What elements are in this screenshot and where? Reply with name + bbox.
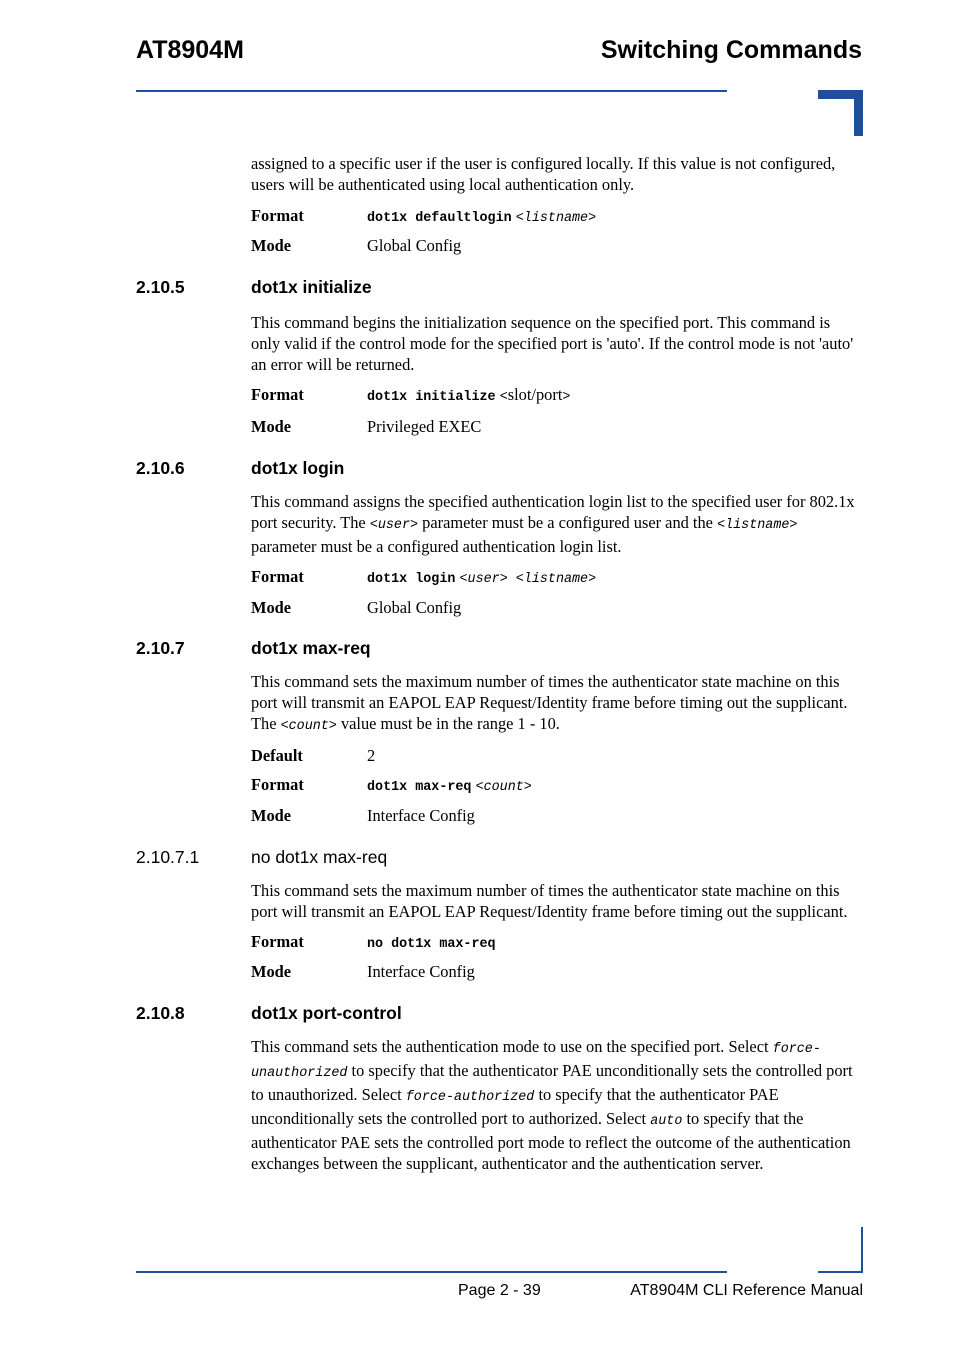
mode-value: Global Config [367,598,462,617]
format-row [251,567,863,590]
section-heading-2-10-7-1 [136,846,863,868]
section-paragraph: This command sets the maximum number of times the authenticator state machine on this port will transmit an EAPOL EAP Request/Identity frame before timing out the supplicant. The <count> value must be in the range 1 - 10. [251,672,848,734]
format-command: dot1x max-req [367,780,472,795]
section-title: no dot1x max-req [251,847,388,867]
mode-value: Interface Config [367,806,475,825]
format-argument: <listname> [515,211,597,226]
intro-mode-row [251,236,863,256]
section-title: dot1x initialize [251,277,372,297]
default-value: 2 [367,746,376,765]
mode-row [251,598,863,618]
manual-title: AT8904M CLI Reference Manual [630,1282,863,1299]
mode-label: Mode [251,236,292,255]
format-label: Format [251,567,304,586]
format-label: Format [251,775,304,794]
format-argument: slot/port [507,385,563,404]
section-heading-2-10-8 [136,1002,863,1024]
format-row: Format dot1x initialize <slot/port> [251,385,863,408]
section-paragraph: This command sets the authentication mode to use on the specified port. Select force-unauthorized to specify that the authenticator PAE unconditionally sets the controlled port to unauthorized. Select force-authorized to specify that the authenticator PAE unconditionally sets the controlled port to authorized. Select auto to specify that the authenticator PAE sets the controlled port mode to reflect the outcome of the authentication exchanges between the supplicant, authenticator and the authentication server. [251,1037,853,1173]
mode-value: Global Config [367,236,462,255]
header-corner-mark [818,90,863,136]
format-row [251,932,863,955]
section-number: 2.10.8 [136,1003,185,1023]
header-rule [136,90,727,92]
mode-value: Privileged EXEC [367,417,482,436]
mode-row [251,417,863,437]
mode-row [251,806,863,826]
section-paragraph: This command begins the initialization sequence on the specified port. This command is only valid if the control mode for the specified port is 'auto'. If the control mode is not 'auto' an error will be returned. [251,313,854,374]
mode-row [251,962,863,982]
section-title: dot1x max-req [251,638,371,658]
mode-label: Mode [251,806,292,825]
section-title: dot1x port-control [251,1003,402,1023]
mode-label: Mode [251,962,292,981]
section-number: 2.10.6 [136,458,185,478]
section-heading-2-10-6 [136,457,863,479]
section-heading-2-10-5 [136,276,863,298]
format-argument: <count> [475,780,532,795]
document-title: AT8904M [136,36,244,64]
intro-format-row [251,206,863,229]
section-number: 2.10.7 [136,638,185,658]
format-label: Format [251,206,304,225]
format-argument: <user> <listname> [459,572,597,587]
chapter-title: Switching Commands [600,36,862,64]
section-title: dot1x login [251,458,345,478]
format-command: no dot1x max-req [367,937,496,952]
default-row [251,746,863,766]
mode-label: Mode [251,417,292,436]
section-number: 2.10.5 [136,277,185,297]
format-command: dot1x login [367,572,456,587]
page-number: Page 2 - 39 [458,1282,541,1299]
footer-corner-mark [818,1227,863,1273]
section-paragraph: This command sets the maximum number of times the authenticator state machine on this port will transmit an EAPOL EAP Request/Identity frame before timing out the supplicant. [251,881,848,921]
format-command: dot1x defaultlogin [367,211,512,226]
default-label: Default [251,746,303,765]
section-number: 2.10.7.1 [136,847,200,867]
page-content [136,153,863,1174]
intro-paragraph: assigned to a specific user if the user is configured locally. If this value is not configured, users will be authenticated using local authentication only. [251,154,836,194]
footer-rule [136,1271,727,1273]
format-label: Format [251,385,304,404]
format-label: Format [251,932,304,951]
format-row [251,775,863,798]
mode-label: Mode [251,598,292,617]
section-paragraph: This command assigns the specified authentication login list to the specified user for 802.1x port security. The <user> parameter must be a configured user and the <listname> parameter must be a configured authentication login list. [251,492,855,556]
format-command: dot1x initialize [367,390,496,405]
section-heading-2-10-7 [136,637,863,659]
mode-value: Interface Config [367,962,475,981]
